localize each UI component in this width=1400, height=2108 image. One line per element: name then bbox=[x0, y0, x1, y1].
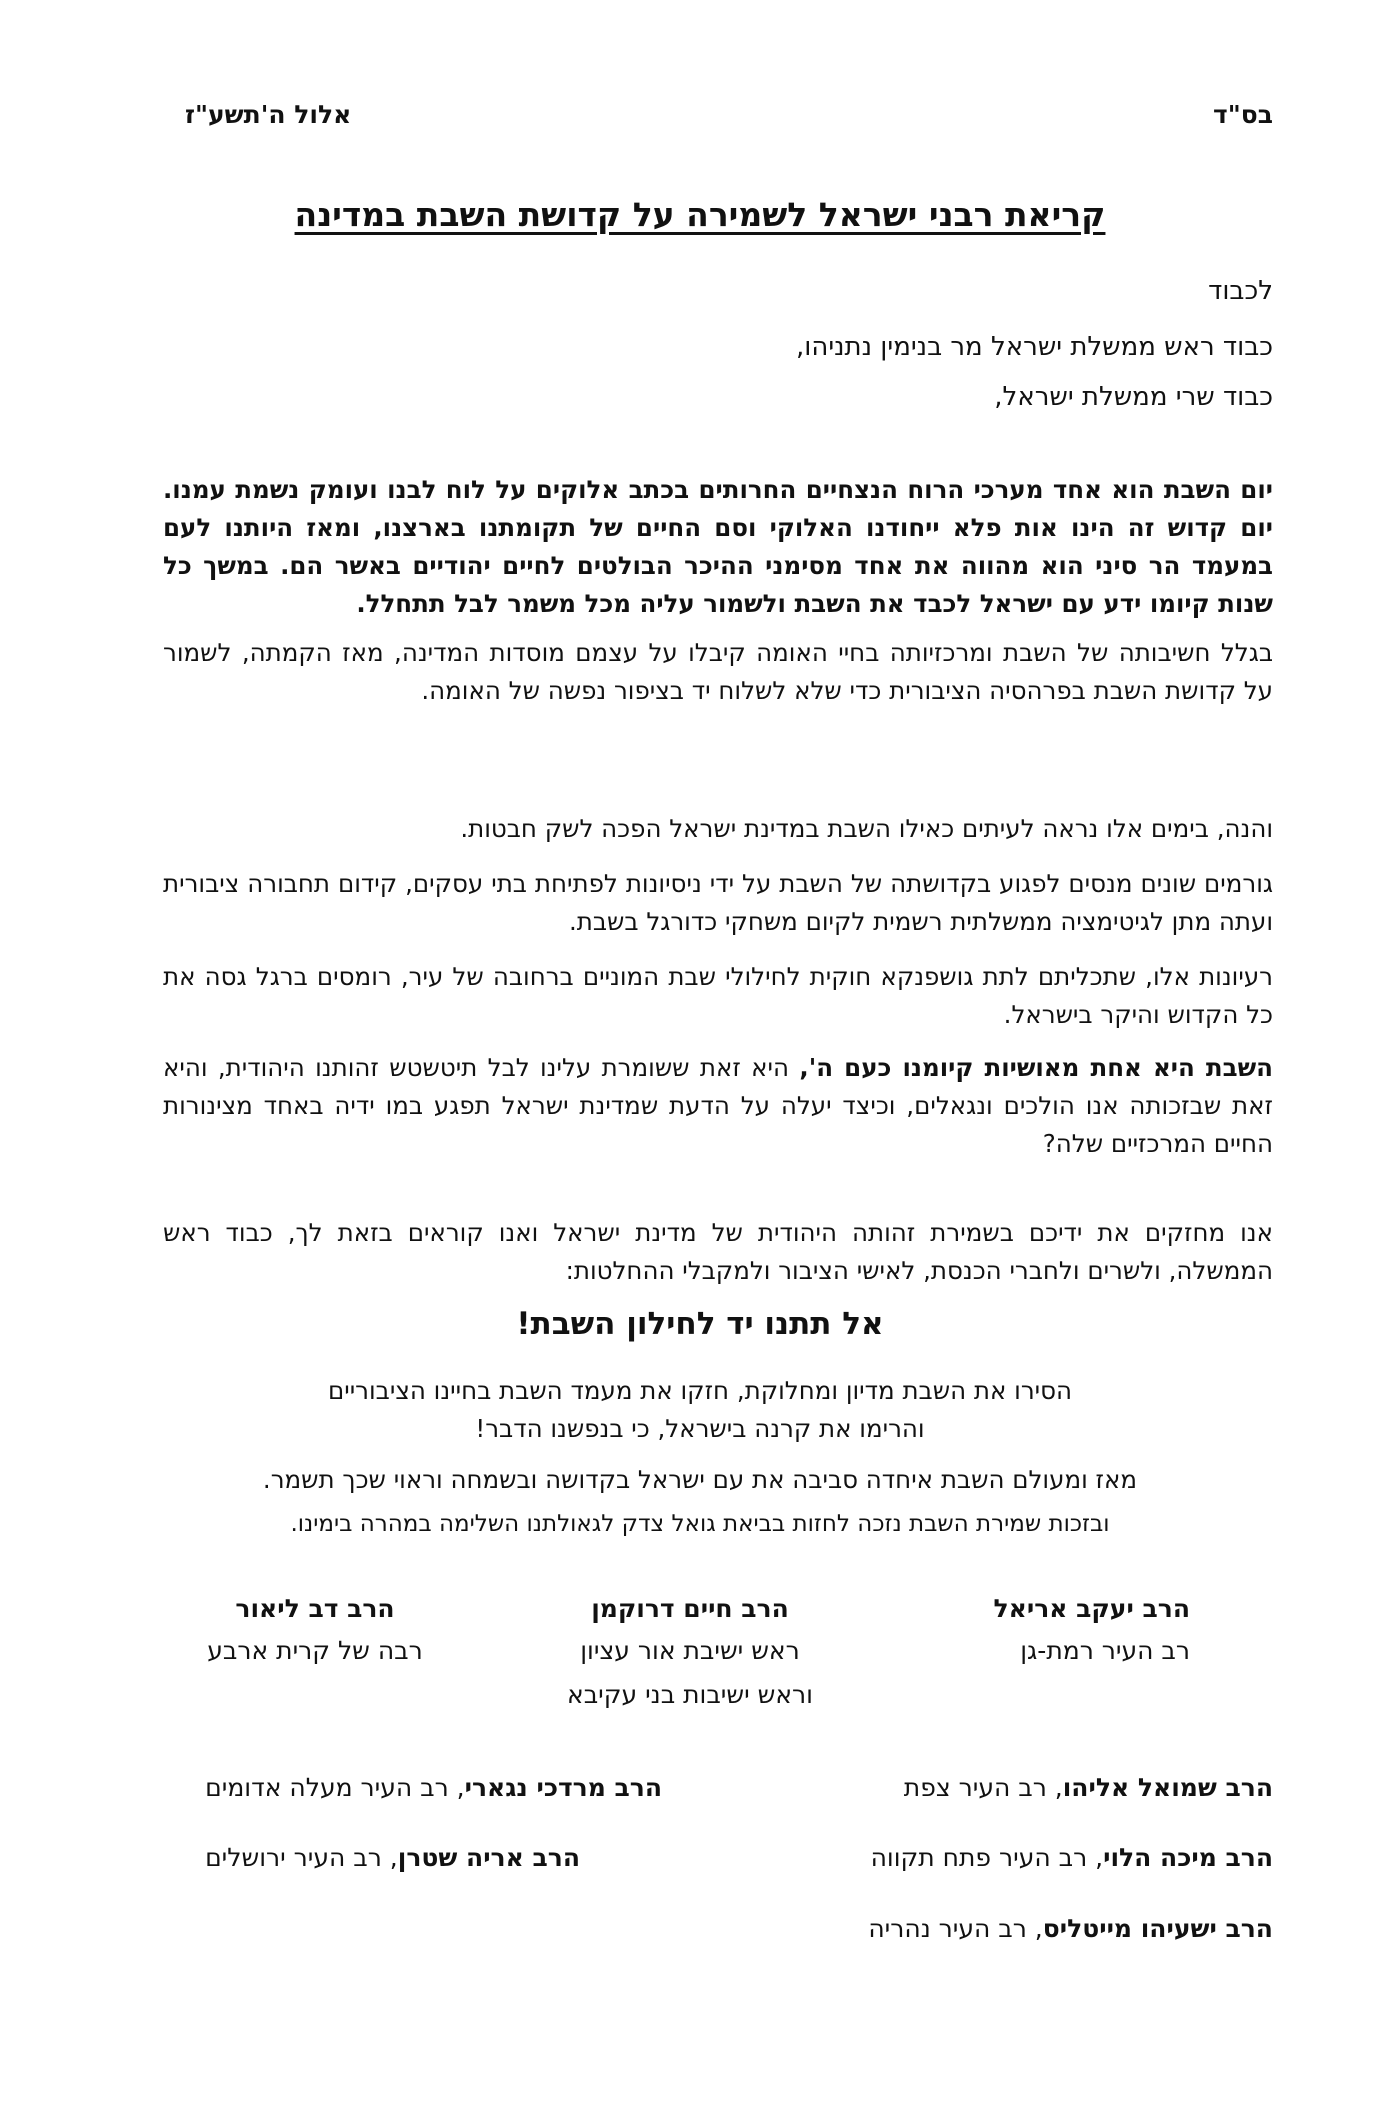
signatory-name: הרב מרדכי נגארי bbox=[464, 1773, 662, 1802]
center-line-2: והרימו את קרנה בישראל, כי בנפשנו הדבר! bbox=[475, 1414, 925, 1443]
signatory-title: , רב העיר צפת bbox=[903, 1773, 1063, 1802]
paragraph-shabbat-eternal: יום השבת הוא אחד מערכי הרוח הנצחיים החרותים בכתב אלוקים על לוח לבנו ועומק נשמת עמנו. יום קדוש זה הינו אות פלא ייחודנו האלוקי וסם החיים של תקומתנו בארצנו, ומאז היותנו לעם במעמד הר סיני הוא מהווה את אחד מסימני ההיכר הבולטים לחיים יהודיים באשר הם. במשך כל שנות קיומו ידע עם ישראל לכבד את השבת ולשמור עליה מכל משמר לבל תתחלל. bbox=[163, 475, 1273, 618]
center-line-1: הסירו את השבת מדיון ומחלוקת, חזקו את מעמד השבת בחיינו הציבוריים bbox=[327, 1376, 1073, 1405]
signatory-role: רבה של קרית ארבע bbox=[207, 1636, 423, 1665]
signatory-nagari bbox=[205, 1770, 662, 1806]
center-line-4: ובזכות שמירת השבת נזכה לחזות בביאת גואל צדק לגאולתנו השלימה במהרה בימינו. bbox=[290, 1511, 1110, 1537]
paragraph-pillar-bold-lead: השבת היא אחת מאושיות קיומנו כעם ה', bbox=[799, 1053, 1274, 1082]
signatory-title: , רב העיר ירושלים bbox=[205, 1843, 398, 1872]
signatory-role: ראש ישיבת אור עציון bbox=[580, 1636, 800, 1665]
signatory-eliyahu bbox=[904, 1770, 1273, 1806]
paragraph-various-factors: גורמים שונים מנסים לפגוע בקדושתה של השבת על ידי ניסיונות לפתיחת בתי עסקים, קידום תחבורה ציבורית ועתה מתן לגיטימציה ממשלתית רשמית לקיום משחקי כדורגל בשבת. bbox=[163, 869, 1273, 936]
signatory-title: , רב העיר פתח תקווה bbox=[870, 1843, 1104, 1872]
paragraph-pillar-rest: היא זאת ששומרת עלינו לבל תיטשטש זהותנו היהודית, והיא זאת שבזכותה אנו הולכים ונגאלים, וכיצד יעלה על הדעת שמדינת ישראל תפגע במו ידיה באחד מצינורות החיים המרכזיים שלה? bbox=[163, 1053, 1273, 1158]
signatory-name: הרב מיכה הלוי bbox=[1103, 1843, 1273, 1872]
signatory-lior bbox=[160, 1589, 470, 1673]
page-title: קריאת רבני ישראל לשמירה על קדושת השבת במדינה bbox=[294, 195, 1106, 234]
signatory-role: וראש ישיבות בני עקיבא bbox=[567, 1680, 813, 1709]
signatory-name: הרב אריה שטרן bbox=[397, 1843, 580, 1872]
signatory-name: הרב יעקב אריאל bbox=[993, 1594, 1190, 1623]
center-line-3: מאז ומעולם השבת איחדה סביבה את עם ישראל בקדושה ובשמחה וראוי שכך תשמר. bbox=[262, 1465, 1138, 1494]
paragraph-state-institutions: בגלל חשיבותה של השבת ומרכזיותה בחיי האומה קיבלו על עצמם מוסדות המדינה, מאז הקמתה, לשמור על קדושת השבת בפרהסיה הציבורית כדי שלא לשלוח יד בציפור נפשה של האומה. bbox=[163, 638, 1273, 705]
signatory-title: , רב העיר נהריה bbox=[868, 1914, 1043, 1943]
signatory-name: הרב ישעיהו מייטליס bbox=[1042, 1914, 1273, 1943]
header-date: אלול ה'תשע"ז bbox=[185, 100, 352, 129]
address-line-1: לכבוד bbox=[1208, 276, 1273, 306]
address-line-3: כבוד שרי ממשלת ישראל, bbox=[994, 382, 1273, 412]
address-line-2: כבוד ראש ממשלת ישראל מר בנימין נתניהו, bbox=[795, 332, 1273, 362]
signatory-name: הרב דב ליאור bbox=[235, 1594, 395, 1623]
signatory-ariel bbox=[994, 1589, 1190, 1673]
signatory-name: הרב שמואל אליהו bbox=[1062, 1773, 1273, 1802]
signatory-druckman bbox=[520, 1589, 860, 1717]
signatory-title: , רב העיר מעלה אדומים bbox=[205, 1773, 465, 1802]
signatory-meitlis bbox=[868, 1911, 1273, 1947]
signatory-role: רב העיר רמת-גן bbox=[1020, 1636, 1190, 1665]
signatory-stern bbox=[205, 1840, 580, 1876]
paragraph-call-to-leaders: אנו מחזקים את ידיכם בשמירת זהותה היהודית של מדינת ישראל ואנו קוראים בזאת לך, כבוד ראש הממשלה, ולשרים ולחברי הכנסת, לאישי הציבור ולמקבלי ההחלטות: bbox=[163, 1218, 1273, 1285]
paragraph-pillar-of-existence bbox=[163, 1049, 1273, 1163]
call-headline: אל תתנו יד לחילון השבת! bbox=[516, 1306, 884, 1342]
paragraph-punching-bag: והנה, בימים אלו נראה לעיתים כאילו השבת במדינת ישראל הפכה לשק חבטות. bbox=[460, 814, 1273, 843]
signatory-name: הרב חיים דרוקמן bbox=[591, 1594, 789, 1623]
header-bsd-mark: בס"ד bbox=[1213, 100, 1273, 129]
signatory-halevi bbox=[871, 1840, 1273, 1876]
paragraph-ideas: רעיונות אלו, שתכליתם לתת גושפנקא חוקית לחילולי שבת המוניים ברחובה של עיר, רומסים ברגל גסה את כל הקדוש והיקר בישראל. bbox=[163, 962, 1273, 1029]
